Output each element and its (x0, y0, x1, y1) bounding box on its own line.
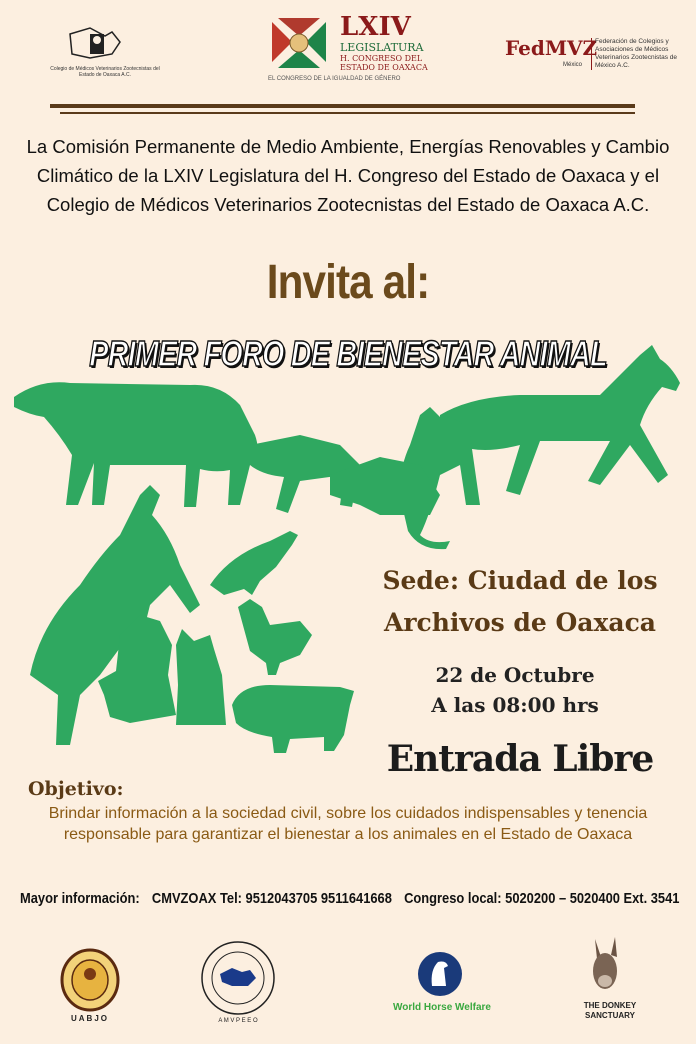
sede-block (350, 560, 690, 644)
divider-line-thin (60, 112, 635, 114)
uabjo-label: UABJO (70, 1014, 109, 1023)
fecha-text: 22 de Octubre (435, 663, 595, 687)
horse-right-silhouette (440, 345, 680, 495)
divider-line (50, 104, 635, 108)
fecha-block (395, 660, 635, 720)
contact-line (20, 890, 680, 907)
fedmvz-desc: Federación de Colegios y Asociaciones de Médicos Veterinarios Zootecnistas de México A.C. (591, 38, 695, 70)
donkey-label-1: THE DONKEY (583, 1001, 637, 1010)
foro-title: PRIMER FORO DE BIENESTAR ANIMAL (89, 333, 607, 374)
entrada-libre: Entrada Libre (386, 738, 654, 780)
legislatura-tagline: EL CONGRESO DE LA IGUALDAD DE GÉNERO (268, 76, 401, 82)
fedmvz-name: FedMVZ (505, 36, 598, 60)
contact-congreso: Congreso local: 5020200 – 5020400 Ext. 3541 (404, 890, 680, 907)
objetivo-text: Brindar información a la sociedad civil, sobre los cuidados indispensables y tenencia responsable para garantizar el bienestar a los animales en el Estado de Oaxaca (48, 805, 648, 843)
legislatura-logo (268, 14, 438, 89)
donkey-label-2: SANCTUARY (585, 1011, 635, 1020)
amvpeeo-label: A M V P E E O (218, 1018, 258, 1024)
fedmvz-country: México (563, 62, 583, 68)
amvpeeo-logo (198, 940, 288, 1030)
uabjo-logo (55, 948, 135, 1028)
donkey-sanctuary-logo (565, 935, 655, 1030)
world-horse-welfare-logo (372, 950, 512, 1020)
contact-label: Mayor información: (20, 890, 140, 907)
cow-silhouette (14, 382, 258, 507)
fedmvz-logo (505, 36, 690, 86)
contact-cmvz: CMVZOAX Tel: 9512043705 9511641668 (151, 890, 392, 907)
chicken-silhouette (238, 599, 312, 675)
objetivo-label: Objetivo: (28, 778, 124, 800)
pig-silhouette (232, 685, 354, 753)
intro-text: La Comisión Permanente de Medio Ambiente, Energías Renovables y Cambio Climático de la LXIV Legislatura del H. Congreso del Estado de Oaxaca y el Colegio de Médicos Veterinarios Zootecnistas del Estado de Oaxaca A.C. (26, 136, 670, 215)
cmvz-oaxaca-logo (50, 14, 160, 84)
kitten-silhouette (176, 629, 226, 725)
legislatura-title: LXIV (340, 12, 411, 42)
cmvz-logo-text: Colegio de Médicos Veterinarios Zootecnistas del Estado de Oaxaca A.C. (50, 66, 160, 78)
legislatura-subtitle: LEGISLATURA (340, 41, 424, 54)
bird-silhouette (210, 531, 298, 595)
legislatura-line1: H. CONGRESO DEL (340, 54, 423, 63)
hora-text: A las 08:00 hrs (431, 693, 599, 717)
whw-label: World Horse Welfare (393, 1002, 491, 1013)
legislatura-line2: ESTADO DE OAXACA (340, 63, 428, 72)
sede-line1: Sede: Ciudad de los (382, 566, 658, 595)
invita-heading: Invita al: (266, 256, 430, 309)
sede-line2: Archivos de Oaxaca (383, 608, 657, 637)
